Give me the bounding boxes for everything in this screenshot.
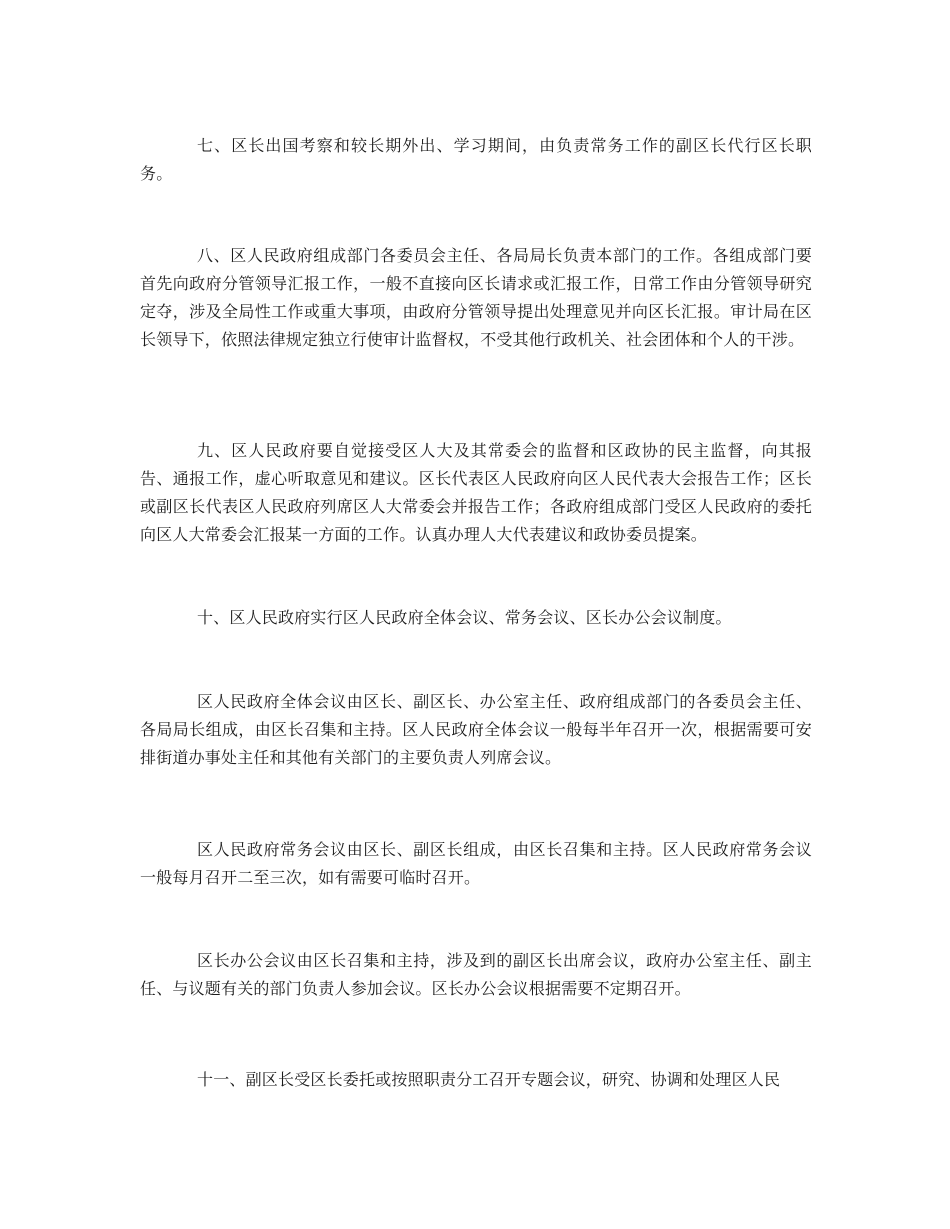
paragraph-eleven: 十一、副区长受区长委托或按照职责分工召开专题会议，研究、协调和处理区人民: [197, 1070, 781, 1089]
paragraph-mayor-office-meeting: 区长办公会议由区长召集和主持，涉及到的副区长出席会议，政府办公室主任、副主任、与议题有关的部门负责人参加会议。区长办公会议根据需要不定期召开。: [140, 951, 812, 998]
paragraph-executive-meeting: 区人民政府常务会议由区长、副区长组成，由区长召集和主持。区人民政府常务会议一般每月召开二至三次，如有需要可临时召开。: [140, 840, 812, 887]
paragraph-seven: 七、区长出国考察和较长期外出、学习期间，由负责常务工作的副区长代行区长职务。: [140, 136, 812, 183]
paragraph-nine: 九、区人民政府要自觉接受区人大及其常委会的监督和区政协的民主监督，向其报告、通报工作，虚心听取意见和建议。区长代表区人民政府向区人民代表大会报告工作；区长或副区长代表区人民政府列席区人大常委会并报告工作；各政府组成部门受区人民政府的委托向区人大常委会汇报某一方面的工作。认真办理人大代表建议和政协委员提案。: [140, 441, 812, 544]
paragraph-plenary-meeting: 区人民政府全体会议由区长、副区长、办公室主任、政府组成部门的各委员会主任、各局局长组成，由区长召集和主持。区人民政府全体会议一般每半年召开一次，根据需要可安排街道办事处主任和其他有关部门的主要负责人列席会议。: [140, 692, 812, 767]
paragraph-ten: 十、区人民政府实行区人民政府全体会议、常务会议、区长办公会议制度。: [197, 608, 732, 627]
paragraph-eight: 八、区人民政府组成部门各委员会主任、各局局长负责本部门的工作。各组成部门要首先向政府分管领导汇报工作，一般不直接向区长请求或汇报工作，日常工作由分管领导研究定夺，涉及全局性工作或重大事项，由政府分管领导提出处理意见并向区长汇报。审计局在区长领导下，依照法律规定独立行使审计监督权，不受其他行政机关、社会团体和个人的干涉。: [140, 246, 812, 349]
